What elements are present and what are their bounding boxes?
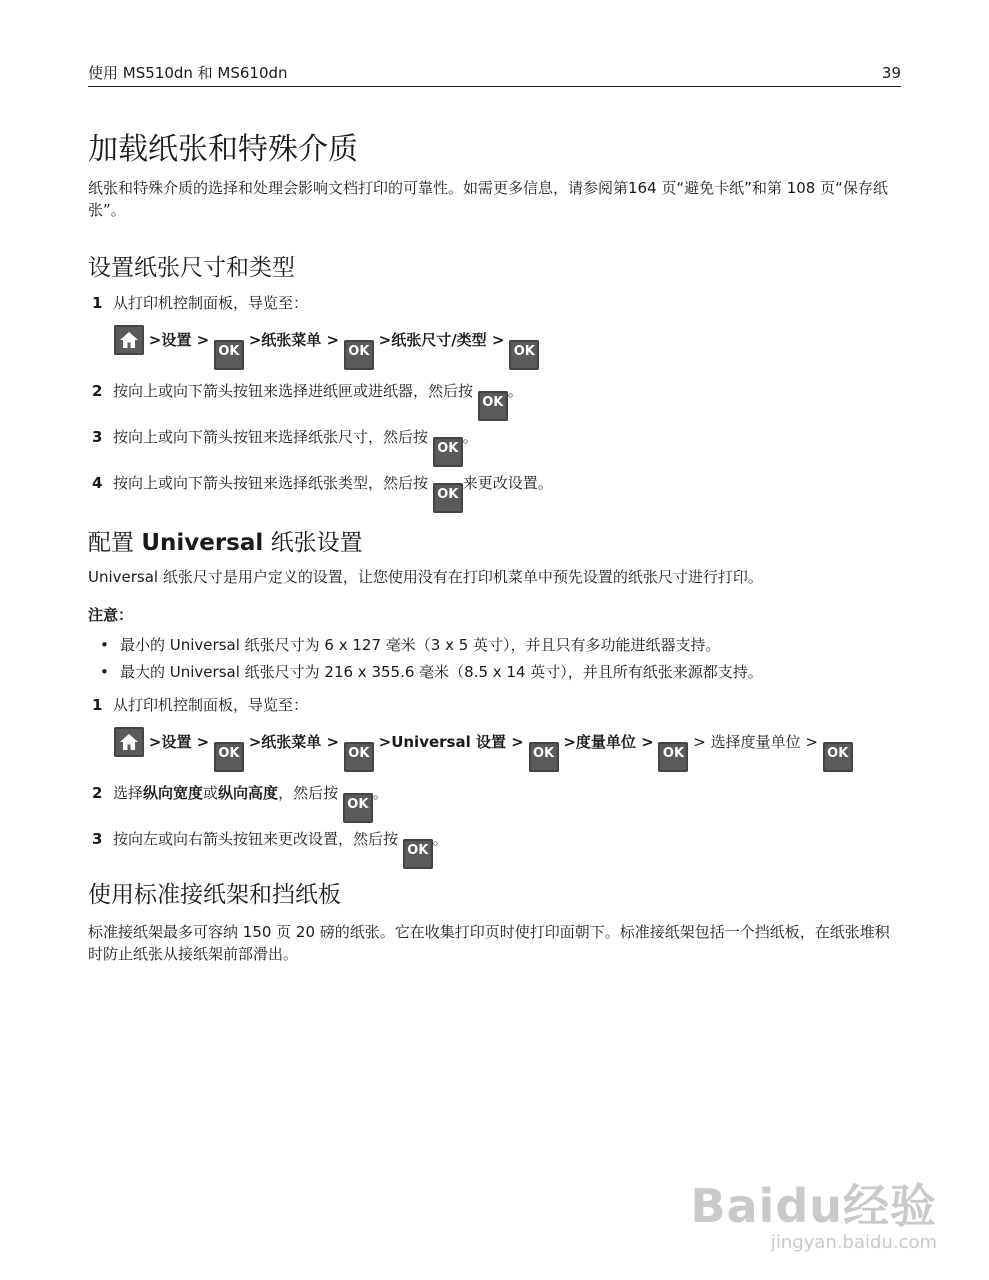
- s1-nav-path: [114, 325, 539, 370]
- step-text: 按向上或向下箭头按钮来选择纸张类型，然后按: [113, 474, 429, 492]
- step-end: 。: [432, 830, 448, 848]
- step-end: 来更改设置。: [462, 474, 553, 492]
- heading-suffix: 纸张设置: [263, 530, 363, 556]
- universal-paragraph: Universal 纸张尺寸是用户定义的设置，让您使用没有在打印机菜单中预先设置的纸张尺寸进行打印。: [88, 568, 763, 586]
- path-settings: >设置 >: [148, 331, 210, 349]
- note-label: 注意：: [88, 606, 134, 624]
- step-text: ，然后按: [278, 784, 339, 802]
- step-end: 。: [507, 382, 523, 400]
- ok-button-icon: OK: [344, 340, 374, 370]
- ok-button-icon: OK: [403, 839, 433, 869]
- s2-step-2: [92, 782, 388, 823]
- page-header: [88, 62, 901, 87]
- page-title: 加载纸张和特殊介质: [88, 132, 358, 167]
- ok-button-icon: OK: [529, 742, 559, 772]
- ok-button-icon: OK: [433, 483, 463, 513]
- section-heading-universal: [88, 528, 363, 558]
- bullet-dot: •: [100, 663, 109, 681]
- ok-button-icon: OK: [823, 742, 853, 772]
- s2-step-1: [92, 694, 308, 716]
- step-end: 。: [372, 784, 388, 802]
- step-number: 3: [92, 428, 103, 446]
- watermark-url: jingyan.baidu.com: [770, 1232, 937, 1253]
- heading-bold: Universal: [141, 530, 264, 556]
- s1-step-4: [92, 472, 553, 513]
- option-portrait-width: 纵向宽度: [143, 784, 204, 802]
- bullet-dot: •: [100, 636, 109, 654]
- step-text: 或: [203, 784, 219, 802]
- step-text: 选择: [113, 784, 144, 802]
- note-bullet: [100, 661, 763, 683]
- output-bin-paragraph: 标准接纸架最多可容纳 150 页 20 磅的纸张。它在收集打印页时使打印面朝下。标准接纸架包括一个挡纸板，在纸张堆积时防止纸张从接纸架前部滑出。: [88, 923, 890, 963]
- watermark-main: Baidu经验: [690, 1179, 937, 1233]
- step-text: 按向左或向右箭头按钮来更改设置，然后按: [113, 830, 399, 848]
- path-paper-menu: >纸张菜单 >: [248, 331, 340, 349]
- step-number: 2: [92, 382, 103, 400]
- step-text: 从打印机控制面板，导览至：: [113, 696, 309, 714]
- ok-button-icon: OK: [214, 340, 244, 370]
- path-settings: >设置 >: [148, 733, 210, 751]
- option-portrait-height: 纵向高度: [218, 784, 279, 802]
- ok-button-icon: OK: [658, 742, 688, 772]
- s1-step-1: [92, 292, 308, 314]
- step-number: 3: [92, 830, 103, 848]
- intro-paragraph: 纸张和特殊介质的选择和处理会影响文档打印的可靠性。如需更多信息，请参阅第164 页“避免卡纸”和第 108 页“保存纸张”。: [88, 179, 888, 219]
- ok-button-icon: OK: [344, 742, 374, 772]
- ok-button-icon: OK: [509, 340, 539, 370]
- ok-button-icon: OK: [214, 742, 244, 772]
- section-heading-paper-size: 设置纸张尺寸和类型: [88, 255, 295, 281]
- step-number: 1: [92, 294, 103, 312]
- step-number: 1: [92, 696, 103, 714]
- step-number: 2: [92, 784, 103, 802]
- s1-step-2: [92, 380, 523, 421]
- step-number: 4: [92, 474, 103, 492]
- bullet-text: 最小的 Universal 纸张尺寸为 6 x 127 毫米（3 x 5 英寸），并且只有多功能进纸器支持。: [120, 636, 721, 654]
- header-title: 使用 MS510dn 和 MS610dn: [88, 64, 288, 82]
- step-text: 按向上或向下箭头按钮来选择纸张尺寸，然后按: [113, 428, 429, 446]
- section-heading-output-bin: 使用标准接纸架和挡纸板: [88, 882, 341, 908]
- bullet-text: 最大的 Universal 纸张尺寸为 216 x 355.6 毫米（8.5 x 14 英寸），并且所有纸张来源都支持。: [120, 663, 763, 681]
- home-icon: [114, 727, 144, 757]
- path-paper-menu: >纸张菜单 >: [248, 733, 340, 751]
- ok-button-icon: OK: [343, 793, 373, 823]
- page-number: 39: [881, 64, 901, 82]
- step-end: 。: [462, 428, 478, 446]
- step-text: 按向上或向下箭头按钮来选择进纸匣或进纸器，然后按: [113, 382, 474, 400]
- path-paper-size-type: >纸张尺寸/类型 >: [378, 331, 505, 349]
- heading-prefix: 配置: [88, 530, 142, 556]
- ok-button-icon: OK: [433, 437, 463, 467]
- s2-nav-path: [114, 727, 853, 772]
- s1-step-3: [92, 426, 478, 467]
- path-select-units: > 选择度量单位 >: [693, 733, 818, 751]
- path-units: >度量单位 >: [563, 733, 654, 751]
- note-bullet: [100, 634, 721, 656]
- path-universal-setup: >Universal 设置 >: [378, 733, 524, 751]
- s2-step-3: [92, 828, 448, 869]
- home-icon: [114, 325, 144, 355]
- step-text: 从打印机控制面板，导览至：: [113, 294, 309, 312]
- baidu-watermark-logo: [690, 1180, 937, 1254]
- ok-button-icon: OK: [478, 391, 508, 421]
